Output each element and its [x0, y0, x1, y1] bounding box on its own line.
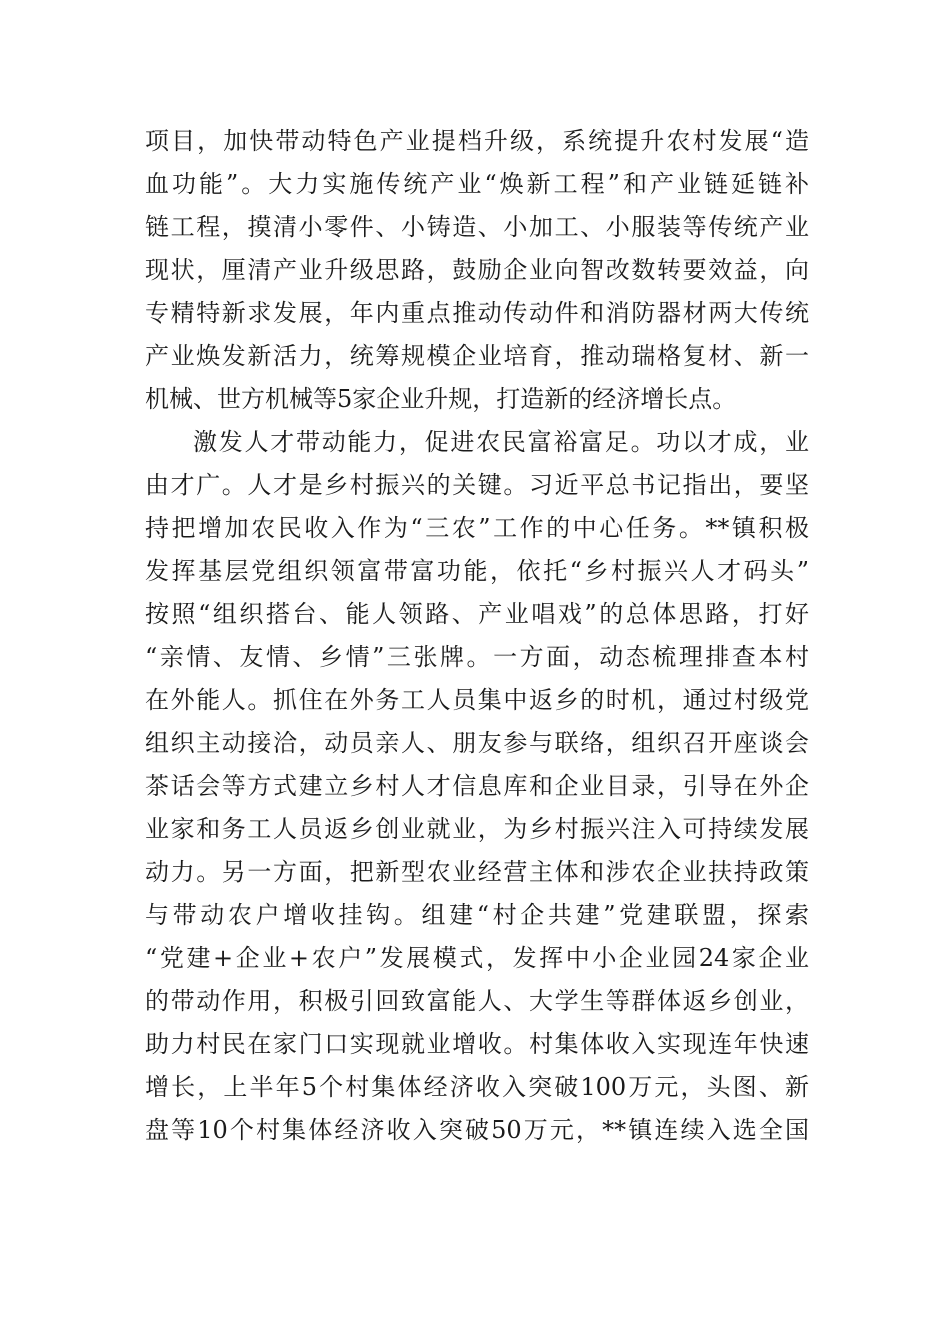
text-line: 现状，厘清产业升级思路，鼓励企业向智改数转要效益，向	[145, 256, 809, 284]
text-line: 动力。另一方面，把新型农业经营主体和涉农企业扶持政策	[145, 858, 809, 886]
text-line: 组织主动接洽，动员亲人、朋友参与联络，组织召开座谈会	[145, 729, 809, 757]
paragraph-first-line: 激发人才带动能力，促进农民富裕富足。功以才成，业	[193, 428, 809, 456]
text-line: 机械、世方机械等5家企业升规，打造新的经济增长点。	[145, 385, 737, 413]
text-line: 发挥基层党组织领富带富功能，依托“乡村振兴人才码头”	[145, 557, 809, 585]
text-line: “党建+企业+农户”发展模式，发挥中小企业园24家企业	[145, 944, 809, 972]
text-line: 业家和务工人员返乡创业就业，为乡村振兴注入可持续发展	[145, 815, 809, 843]
text-line: 盘等10个村集体经济收入突破50万元，**镇连续入选全国	[145, 1116, 809, 1144]
text-line: 项目，加快带动特色产业提档升级，系统提升农村发展“造	[145, 127, 809, 155]
text-line: 增长，上半年5个村集体经济收入突破100万元，头图、新	[145, 1073, 809, 1101]
text-line: 持把增加农民收入作为“三农”工作的中心任务。**镇积极	[145, 514, 809, 542]
text-line: “亲情、友情、乡情”三张牌。一方面，动态梳理排查本村	[145, 643, 809, 671]
text-line: 与带动农户增收挂钩。组建“村企共建”党建联盟，探索	[145, 901, 809, 929]
text-line: 按照“组织搭台、能人领路、产业唱戏”的总体思路，打好	[145, 600, 809, 628]
text-line: 专精特新求发展，年内重点推动传动件和消防器材两大传统	[145, 299, 809, 327]
text-line: 助力村民在家门口实现就业增收。村集体收入实现连年快速	[145, 1030, 809, 1058]
text-line: 血功能”。大力实施传统产业“焕新工程”和产业链延链补	[145, 170, 809, 198]
text-line: 茶话会等方式建立乡村人才信息库和企业目录，引导在外企	[145, 772, 809, 800]
text-line: 的带动作用，积极引回致富能人、大学生等群体返乡创业，	[145, 987, 809, 1015]
text-line: 链工程，摸清小零件、小铸造、小加工、小服装等传统产业	[145, 213, 809, 241]
text-line: 由才广。人才是乡村振兴的关键。习近平总书记指出，要坚	[145, 471, 809, 499]
text-line: 产业焕发新活力，统筹规模企业培育，推动瑞格复材、新一	[145, 342, 809, 370]
text-line: 在外能人。抓住在外务工人员集中返乡的时机，通过村级党	[145, 686, 809, 714]
